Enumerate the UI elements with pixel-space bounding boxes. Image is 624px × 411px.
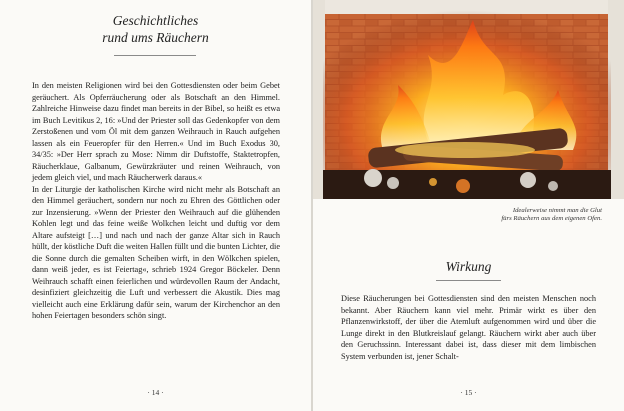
paragraph: In der Liturgie der katholischen Kirche wird nicht mehr als Botschaft an den Himmel geräuchert, sondern nur noch zu Ehren des Göttlichen oder zur Inzensierung. »Wenn der Priester den Weihrauch auf die glühenden Kohlen legt und das feine weiße Wolkchen leicht und duftig vor dem Altare aufsteigt […] und nach und nach der ganze Altar sich in Rauch hüllt, der köstliche Duft die weiten Hallen füllt und die bunten Lichter, die die Sonne durch die gemalten Scheiben wirft, in den Wölkchen spielen, dann weiß jeder, es ist Feiertag«, schrieb 1924 Gregor Böckeler. Denn Weihrauch schafft einen feierlichen und würdevollen Raum der Andacht, desinfiziert gleichzeitig die Luft und verbessert die Akustik. Dies mag vielleicht auch eine Erklärung dafür sein, warum der Kirchenchor an den hohen Feiertagen besonders schön singt. (32, 184, 280, 320)
caption-line: fürs Räuchern aus dem eigenen Ofen. (501, 215, 602, 223)
section-heading (0, 12, 311, 46)
fire-illustration (313, 0, 624, 199)
photo-caption (422, 207, 602, 224)
left-page (0, 0, 311, 411)
heading-divider (114, 55, 196, 56)
heading-line-1: Geschichtliches (112, 13, 199, 28)
section-heading: Wirkung (445, 259, 492, 274)
paragraph: In den meisten Religionen wird bei den Gottesdiensten oder beim Gebet geräuchert. Als Opferräucherung oder als Botschaft an den Himmel. Zahlreiche Hinweise dazu findet man bereits in der Bibel, so heißt es etwa im Buch Levitikus 2, 16: »Und der Priester soll das Gedenkopfer von dem Zerstoßenen und vom Öl mit dem ganzen Weihrauch in Rauch aufgehen lassen als ein Feueropfer für den Herren.« Und im Buch Exodus 30, 34/35: »Der Herr sprach zu Mose: Nimm dir Duftstoffe, Staktetropfen, Räucherklaue, Galbanum, Gewürzkräuter und reinen Weihrauch, von jedem gleich viel, und mach Räucherwerk daraus.« (32, 81, 280, 182)
paragraph: Diese Räucherungen bei Gottesdiensten sind den meisten Menschen noch bekannt. Aber Räuchern kann viel mehr. Primär wirkt es über den Pflanzenwirkstoff, der über die Atemluft aufgenommen wird und über die Lunge direkt in den Blutkreislauf gelangt. Räuchern wirkt aber auch über den Geruchssinn. Interessant dabei ist, dass dieser mit dem limbischen System verbunden ist, jener Schalt- (341, 294, 596, 361)
fireplace-photo (313, 0, 624, 199)
right-page (313, 0, 624, 411)
heading-divider (436, 280, 501, 281)
left-body-text (32, 80, 280, 322)
caption-line: Idealerweise nimmt man die Glut (512, 207, 602, 214)
page-number-left: · 14 · (147, 388, 164, 397)
heading-line-2: rund ums Räuchern (102, 30, 209, 45)
page-number-right: · 15 · (460, 388, 477, 397)
right-body-text (341, 293, 596, 362)
